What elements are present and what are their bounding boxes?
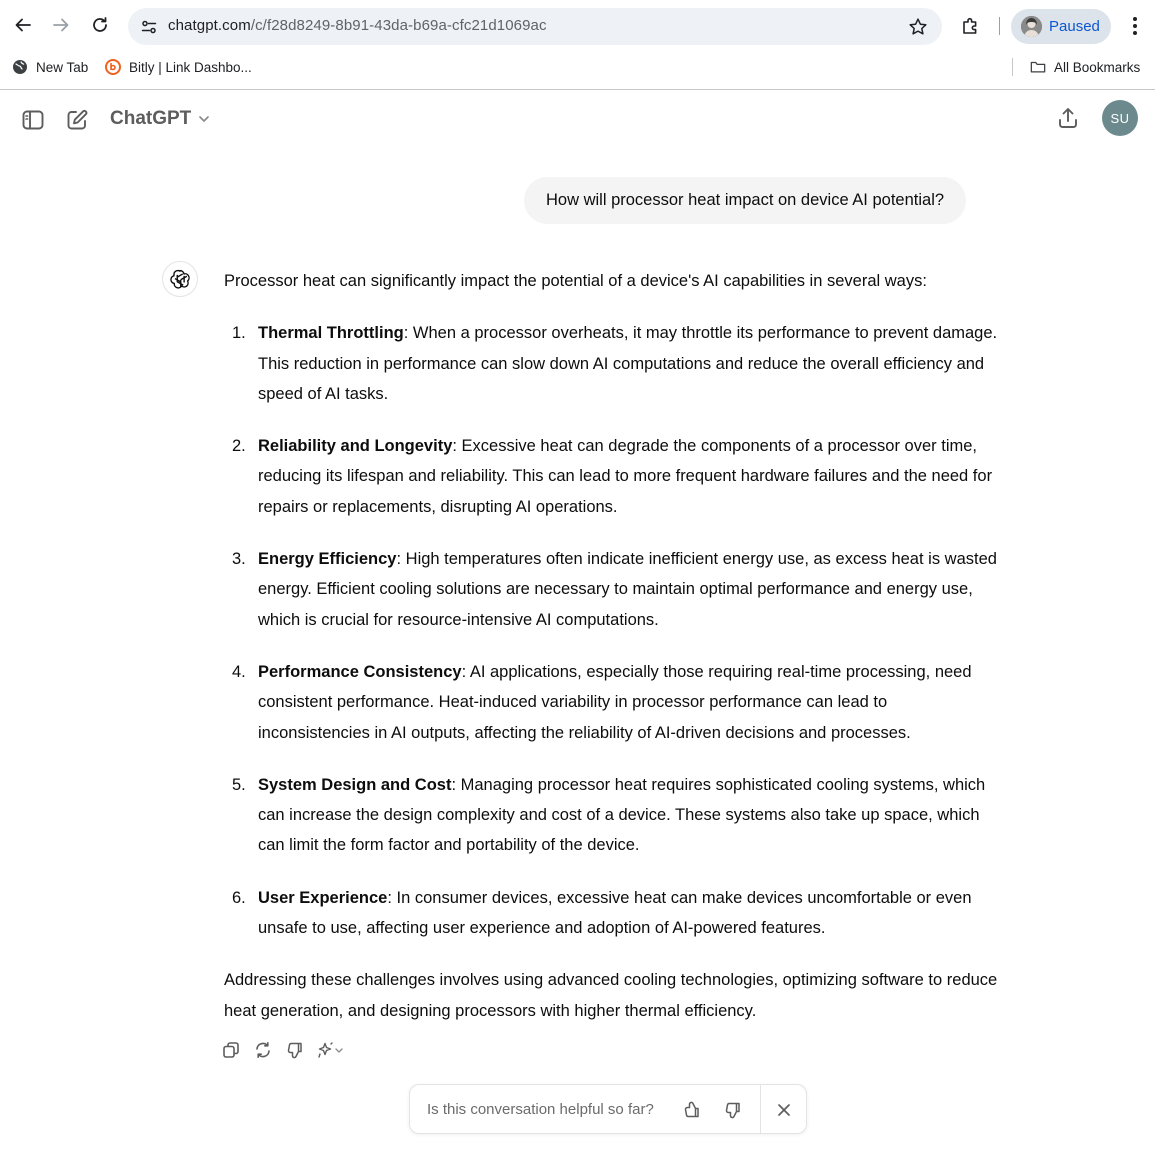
thumbs-up-icon xyxy=(683,1101,701,1119)
feedback-divider xyxy=(760,1085,761,1133)
feedback-question: Is this conversation helpful so far? xyxy=(427,1101,654,1118)
bookmark-new-tab[interactable] xyxy=(12,56,88,78)
feedback-close-button[interactable] xyxy=(772,1098,796,1122)
list-number: 4. xyxy=(232,662,246,681)
close-icon xyxy=(776,1102,792,1118)
list-number: 1. xyxy=(232,324,246,343)
bookmark-star-icon[interactable] xyxy=(906,15,930,39)
forward-arrow-icon xyxy=(52,16,70,34)
list-item-text: : Excessive heat can degrade the components of a processor over time, reducing its lifespan and reliability. This can lead to more frequent hardware failures and the need for repairs or replacements, disrupting AI operations. xyxy=(258,437,993,516)
bookmarks-bar xyxy=(0,52,1155,82)
url-host: chatgpt.com xyxy=(168,17,251,34)
profile-button[interactable] xyxy=(1011,9,1111,44)
answer-list xyxy=(224,318,999,943)
reload-button[interactable] xyxy=(85,10,115,40)
bookmark-label: New Tab xyxy=(36,59,89,75)
browser-chrome xyxy=(0,0,1155,90)
back-button[interactable] xyxy=(8,10,38,40)
model-selector[interactable] xyxy=(110,108,211,130)
puzzle-icon xyxy=(961,16,981,36)
assistant-message xyxy=(224,266,999,1026)
copy-icon xyxy=(222,1041,240,1059)
share-icon xyxy=(1056,106,1080,130)
list-item-text: : In consumer devices, excessive heat can make devices uncomfortable or even unsafe to use, affecting user experience and adoption of AI-powered features. xyxy=(258,888,972,938)
answer-outro: Addressing these challenges involves using advanced cooling technologies, optimizing software to reduce heat generation, and designing processors with higher thermal efficiency. xyxy=(224,971,998,1020)
model-name-label: ChatGPT xyxy=(110,108,192,129)
list-item xyxy=(224,318,999,409)
sparkle-icon xyxy=(317,1041,345,1059)
message-actions xyxy=(220,1038,356,1062)
toolbar-divider xyxy=(999,17,1000,35)
user-message: How will processor heat impact on device AI potential? xyxy=(524,177,966,224)
list-item xyxy=(224,544,999,635)
list-number: 2. xyxy=(232,437,246,456)
sidebar-toggle-button[interactable] xyxy=(18,105,48,135)
profile-avatar xyxy=(1021,16,1042,37)
list-item-text: : High temperatures often indicate inefficient energy use, as excess heat is wasted energy. Efficient cooling solutions are necessary to maintain optimal performance and energy use, which is crucial for resource-intensive AI computations. xyxy=(258,550,997,629)
thumbs-down-button[interactable] xyxy=(284,1039,306,1061)
list-item-title: Performance Consistency xyxy=(258,662,462,681)
browser-toolbar xyxy=(0,0,1155,52)
url-text[interactable] xyxy=(168,17,547,34)
list-item-title: User Experience xyxy=(258,888,388,907)
share-button[interactable] xyxy=(1054,103,1082,133)
site-info-icon[interactable] xyxy=(136,14,161,39)
kebab-menu-icon xyxy=(1132,16,1138,36)
thumbs-down-icon xyxy=(724,1101,742,1119)
app-header xyxy=(0,90,1155,150)
copy-button[interactable] xyxy=(220,1039,242,1061)
list-item xyxy=(224,431,999,522)
reload-icon xyxy=(91,16,109,34)
list-item-title: Energy Efficiency xyxy=(258,550,397,569)
list-item-text: : When a processor overheats, it may throttle its performance to prevent damage. This reduction in performance can slow down AI computations and reduce the overall efficiency and speed of AI tasks. xyxy=(258,324,998,403)
folder-icon xyxy=(1030,59,1046,75)
list-item-text: : AI applications, especially those requiring real-time processing, need consistent performance. Heat-induced variability in processor performance can lead to inconsistencies in AI outputs, affecting the reliability of AI-driven decisions and processes. xyxy=(258,662,972,742)
regenerate-button[interactable] xyxy=(252,1039,274,1061)
chatgpt-logo-icon xyxy=(162,261,198,297)
list-item xyxy=(224,883,999,944)
list-item-text: : Managing processor heat requires sophisticated cooling systems, which can increase the design complexity and cost of a device. These systems also take up space, which can limit the form factor and portability of the device. xyxy=(258,775,986,855)
new-chat-button[interactable] xyxy=(62,105,92,135)
back-arrow-icon xyxy=(14,16,32,34)
bitly-icon xyxy=(105,59,121,75)
forward-button[interactable] xyxy=(46,10,76,40)
sidebar-icon xyxy=(21,108,45,132)
feedback-thumbs-up-button[interactable] xyxy=(680,1098,704,1122)
feedback-thumbs-down-button[interactable] xyxy=(721,1098,745,1122)
list-item-title: Reliability and Longevity xyxy=(258,437,453,456)
bookmarks-divider xyxy=(1012,58,1013,76)
regenerate-icon xyxy=(254,1041,272,1059)
address-bar[interactable] xyxy=(128,8,942,45)
bookmark-bitly[interactable] xyxy=(105,56,252,78)
extensions-button[interactable] xyxy=(957,12,985,40)
all-bookmarks-button[interactable] xyxy=(1030,56,1140,78)
answer-intro: Processor heat can significantly impact the potential of a device's AI capabilities in several ways: xyxy=(224,272,927,290)
list-number: 6. xyxy=(232,888,246,907)
profile-status: Paused xyxy=(1049,18,1100,35)
thumbs-down-icon xyxy=(286,1041,304,1059)
user-avatar[interactable]: SU xyxy=(1102,100,1138,136)
all-bookmarks-label: All Bookmarks xyxy=(1054,59,1141,75)
chevron-down-icon xyxy=(197,112,211,126)
compose-icon xyxy=(65,108,89,132)
browser-menu-button[interactable] xyxy=(1124,12,1146,40)
list-number: 5. xyxy=(232,775,246,794)
url-path: /c/f28d8249-8b91-43da-b69a-cfc21d1069ac xyxy=(250,17,547,34)
list-item-title: System Design and Cost xyxy=(258,775,452,794)
model-switch-button[interactable] xyxy=(316,1039,346,1061)
list-item xyxy=(224,770,999,861)
list-number: 3. xyxy=(232,550,246,569)
list-item-title: Thermal Throttling xyxy=(258,324,404,343)
list-item xyxy=(224,657,999,748)
bookmark-label: Bitly | Link Dashbo... xyxy=(129,59,252,75)
feedback-bar xyxy=(409,1084,807,1134)
globe-icon xyxy=(12,59,28,75)
